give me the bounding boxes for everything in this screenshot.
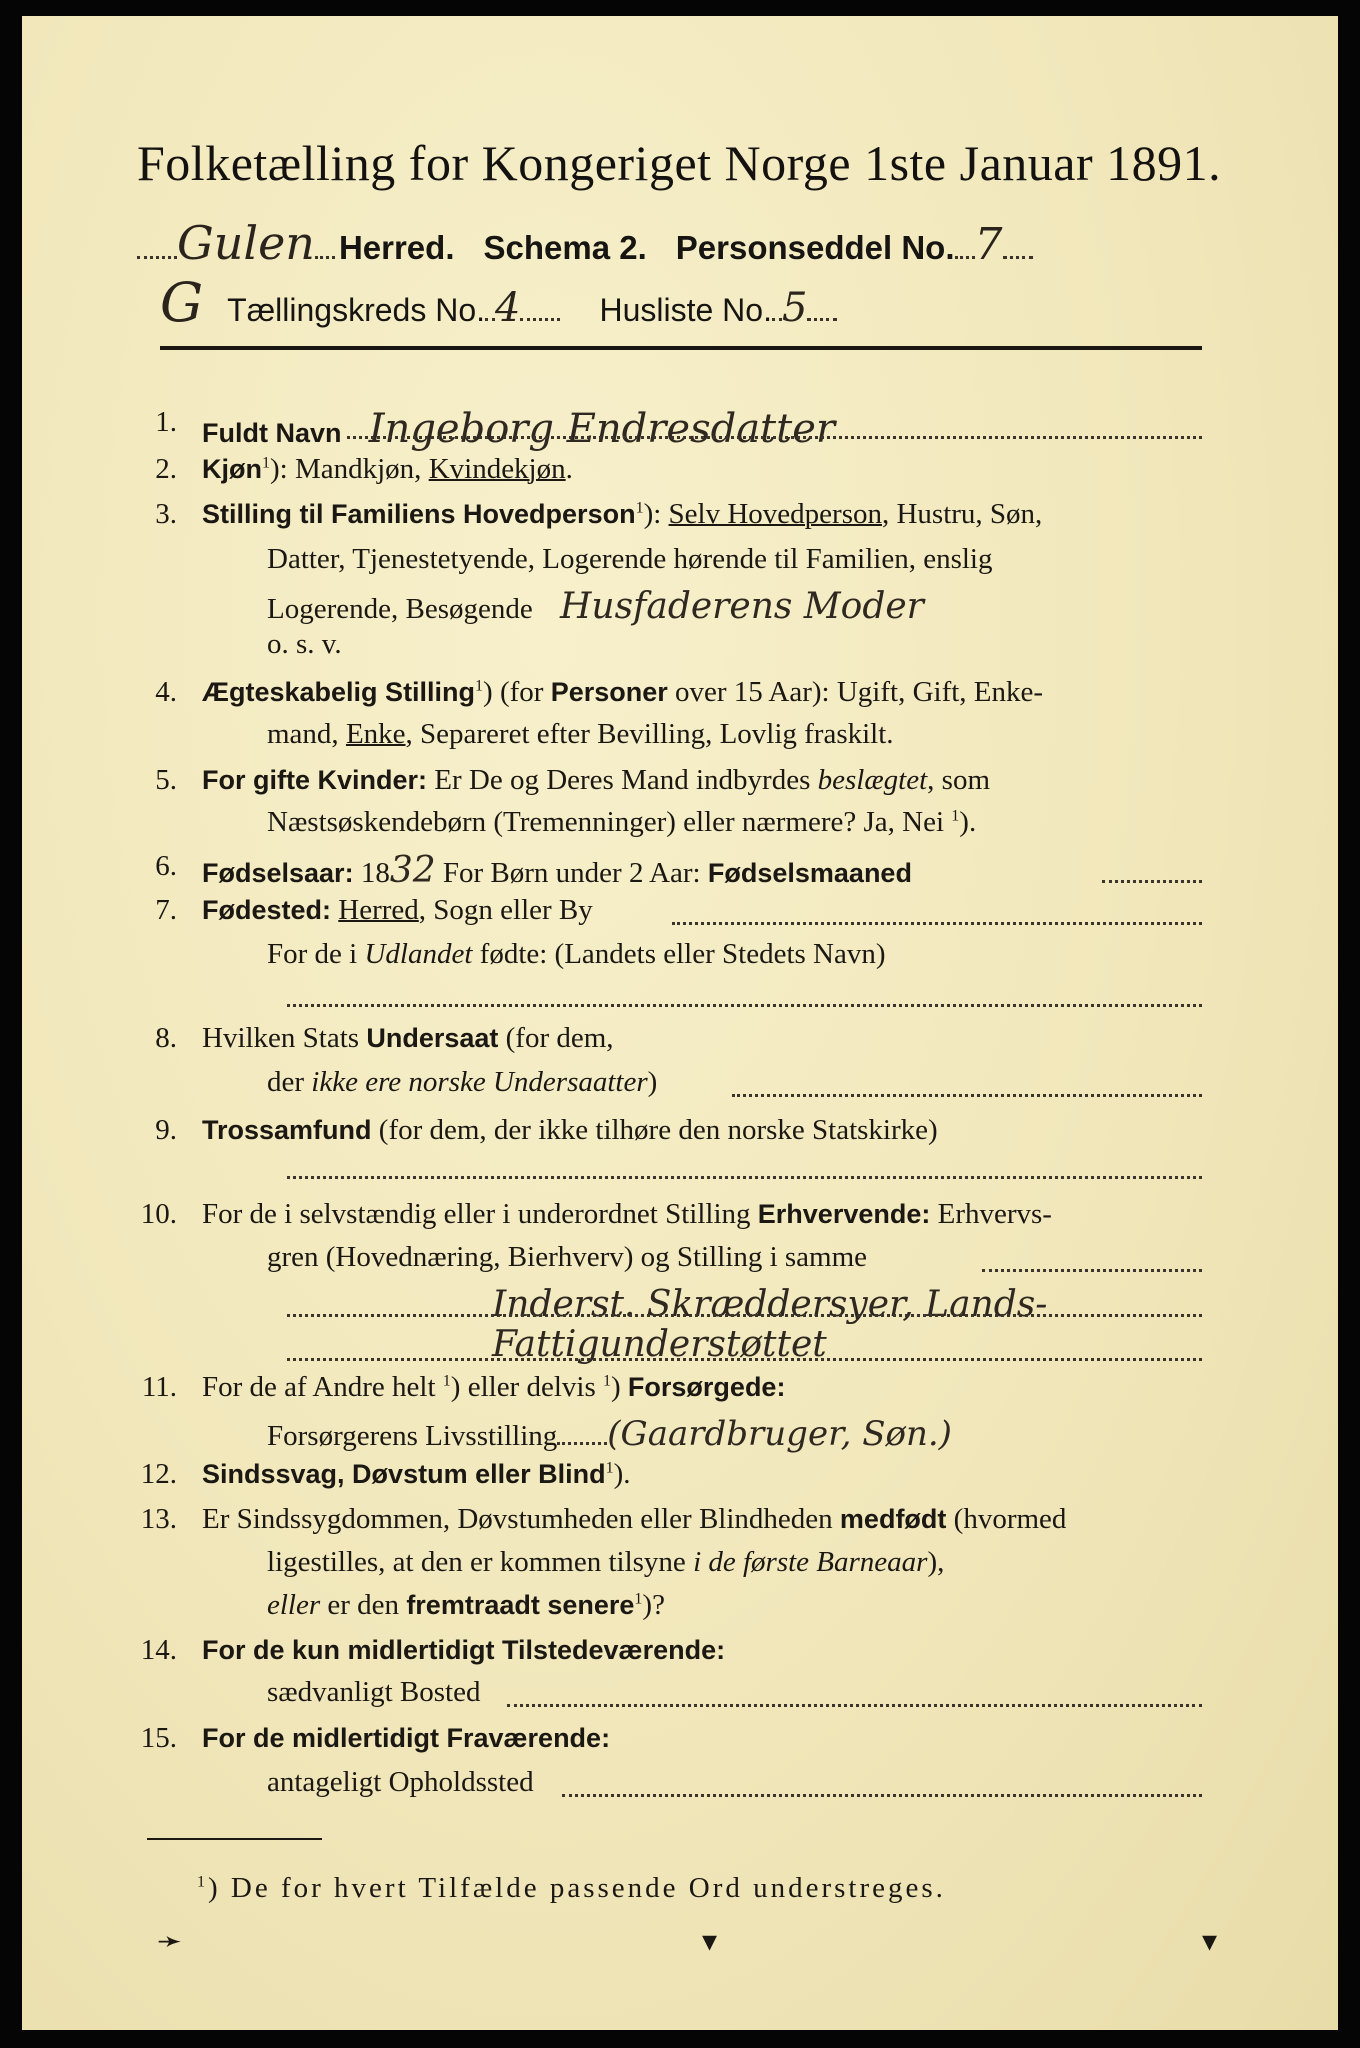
item-4-line-2 — [267, 718, 894, 751]
answer-line — [287, 1004, 1202, 1007]
item-label: For de kun midlertidigt Tilstedeværende: — [202, 1635, 726, 1665]
item-label: For gifte Kvinder: — [202, 765, 428, 795]
schema-label: Schema 2. — [483, 229, 647, 266]
item-text: . — [565, 453, 573, 485]
item-text: Er Sindssygdommen, Døvstumheden eller Blindheden — [202, 1503, 840, 1535]
item-text: ) — [611, 1371, 628, 1403]
item-text: ) eller delvis — [450, 1371, 603, 1403]
margin-mark: G — [160, 271, 204, 334]
item-bold-text: Personer — [550, 677, 668, 707]
item-label: Forsørgede: — [627, 1372, 786, 1402]
item-3-line-3 — [267, 586, 924, 627]
item-3 — [202, 498, 1042, 531]
item-7-line-2 — [267, 938, 886, 971]
item-text: fødte: (Landets eller Stedets Navn) — [472, 938, 886, 970]
underlined-option: Herred — [338, 894, 419, 926]
header-line-2 — [160, 271, 837, 334]
item-number: 13. — [140, 1503, 177, 1535]
answer-line — [287, 1176, 1202, 1179]
item-number: 15. — [140, 1722, 177, 1754]
item-text: Forsørgerens Livsstilling — [267, 1420, 558, 1452]
full-name-answer: Ingeborg Endresdatter — [368, 406, 835, 452]
item-number: 3. — [155, 498, 177, 530]
item-3-line-4: o. s. v. — [267, 628, 342, 660]
item-4 — [202, 676, 1043, 709]
item-number: 2. — [155, 453, 177, 485]
answer-line — [507, 1704, 1202, 1707]
item-text: , som — [927, 764, 990, 796]
herred-value: Gulen — [177, 216, 315, 270]
item-text: Næstsøskendebørn (Tremenninger) eller nærmere? Ja, Nei — [267, 806, 952, 838]
item-14-line-2: sædvanligt Bosted — [267, 1676, 481, 1708]
item-text: For Børn under 2 Aar: — [435, 857, 708, 889]
item-italic-text: i de første Barneaar — [693, 1546, 928, 1578]
answer-line — [562, 1794, 1202, 1797]
item-10 — [202, 1198, 1052, 1231]
answer-line — [287, 1314, 1202, 1317]
item-label: Stilling til Familiens Hovedperson — [202, 499, 636, 529]
item-11 — [202, 1371, 785, 1404]
footnote-ref: 1 — [442, 1372, 451, 1390]
item-8 — [202, 1022, 614, 1055]
item-label: Fuldt Navn — [202, 418, 342, 448]
item-label: Kjøn — [202, 454, 262, 484]
item-number: 11. — [141, 1371, 177, 1403]
item-5 — [202, 764, 990, 797]
item-2 — [202, 453, 573, 486]
item-number: 8. — [155, 1022, 177, 1054]
occupation-answer-continued: Fattigunderstøttet — [492, 1324, 827, 1365]
footnote-ref: 1 — [197, 1873, 208, 1891]
item-text: ). — [613, 1458, 631, 1490]
husliste-value: 5 — [781, 285, 808, 331]
header-line-1 — [137, 216, 1033, 270]
item-text: mand, — [267, 718, 346, 750]
item-text: (hvormed — [946, 1503, 1067, 1535]
footnote-ref: 1 — [634, 1590, 643, 1608]
item-text: , Sogn eller By — [418, 894, 593, 926]
item-label: For de midlertidigt Fraværende: — [202, 1723, 611, 1753]
item-text: ) (for — [483, 676, 551, 708]
item-text: ), — [927, 1546, 945, 1578]
item-number: 4. — [155, 676, 177, 708]
footnote-ref: 1 — [603, 1372, 611, 1390]
item-number: 9. — [155, 1114, 177, 1146]
item-13 — [202, 1503, 1066, 1536]
item-9 — [202, 1114, 938, 1147]
footnote-ref: 1 — [262, 454, 270, 472]
item-1 — [202, 406, 835, 452]
personseddel-label: Personseddel No. — [675, 229, 955, 266]
item-number: 5. — [155, 764, 177, 796]
item-number: 10. — [140, 1198, 177, 1230]
item-label: Trossamfund — [202, 1115, 372, 1145]
item-text: ) — [647, 1066, 658, 1098]
provider-answer: (Gaardbruger, Søn.) — [607, 1414, 952, 1454]
answer-line — [732, 1094, 1202, 1097]
tick-mark-icon: ▾ — [702, 1925, 718, 1958]
item-8-line-2 — [267, 1066, 657, 1099]
header-rule — [160, 346, 1202, 350]
item-10-answer-1 — [492, 1284, 1047, 1325]
item-11-line-2 — [267, 1414, 952, 1454]
item-number: 7. — [155, 894, 177, 926]
tick-mark-icon: ▾ — [1202, 1925, 1218, 1958]
item-text: Er De og Deres Mand indbyrdes — [427, 764, 818, 796]
census-form-sheet — [22, 16, 1338, 2030]
item-text: For de i — [267, 938, 365, 970]
answer-line — [287, 1358, 1202, 1361]
item-label: Sindssvag, Døvstum eller Blind — [202, 1459, 606, 1489]
position-answer: Husfaderens Moder — [559, 586, 924, 627]
item-12 — [202, 1458, 631, 1491]
item-14 — [202, 1634, 725, 1667]
item-number: 1. — [155, 406, 177, 438]
item-italic-text: beslægtet — [817, 764, 928, 796]
item-text: over 15 Aar): Ugift, Gift, Enke- — [667, 676, 1044, 708]
item-text: , Hustru, Søn, — [881, 498, 1043, 530]
kreds-value: 4 — [495, 285, 521, 331]
item-text: For de af Andre helt — [202, 1371, 443, 1403]
item-13-line-2 — [267, 1546, 944, 1579]
item-bold-text: fremtraadt senere — [406, 1590, 635, 1620]
item-label: medfødt — [839, 1504, 947, 1534]
item-6 — [202, 850, 912, 891]
form-title: Folketælling for Kongeriget Norge 1ste Januar 1891. — [137, 135, 1222, 191]
item-7 — [202, 894, 593, 927]
personseddel-value: 7 — [974, 219, 1003, 270]
item-text: , Separeret efter Bevilling, Lovlig fraskilt. — [405, 718, 894, 750]
footnote-ref: 1 — [475, 677, 484, 695]
item-text: Hvilken Stats — [202, 1022, 367, 1054]
item-text: (for dem, — [498, 1022, 614, 1054]
item-13-line-3 — [267, 1589, 665, 1622]
item-label: Erhvervende: — [757, 1199, 931, 1229]
item-text: der — [267, 1066, 312, 1098]
item-text: 18 — [353, 857, 390, 889]
item-label: Fødested: — [202, 895, 332, 925]
footnote-ref: 1 — [635, 499, 644, 517]
item-text: )? — [642, 1589, 665, 1621]
item-15 — [202, 1722, 610, 1755]
footnote-rule — [147, 1838, 322, 1840]
item-italic-text: Udlandet — [364, 938, 473, 970]
footnote-ref: 1 — [951, 807, 960, 825]
item-italic-text: eller — [267, 1589, 321, 1621]
item-number: 6. — [155, 850, 177, 882]
herred-label: Herred. — [338, 229, 455, 266]
underlined-option: Selv Hovedperson — [668, 498, 882, 530]
item-text: For de i selvstændig eller i underordnet Stilling — [202, 1198, 758, 1230]
answer-line — [982, 1269, 1202, 1272]
item-label: Ægteskabelig Stilling — [202, 677, 476, 707]
item-bold-text: Fødselsmaaned — [707, 858, 912, 888]
item-10-line-2: gren (Hovednæring, Bierhverv) og Stilling i samme — [267, 1241, 868, 1273]
underlined-option: Enke — [345, 718, 406, 750]
birth-year-answer: 32 — [389, 850, 436, 891]
answer-line — [672, 922, 1202, 925]
husliste-label: Husliste No. — [599, 292, 772, 328]
item-text: ): Mandkjøn, — [270, 453, 429, 485]
item-label: Undersaat — [366, 1023, 499, 1053]
item-number: 12. — [140, 1458, 177, 1490]
footnote-text: ) De for hvert Tilfælde passende Ord understreges. — [208, 1872, 946, 1904]
item-text: ). — [959, 806, 977, 838]
kreds-label: Tællingskreds No. — [227, 292, 485, 328]
footnote-ref: 1 — [605, 1459, 614, 1477]
item-text: ligestilles, at den er kommen tilsyne — [267, 1546, 694, 1578]
tick-mark-icon: ➛ — [157, 1925, 183, 1958]
item-number: 14. — [140, 1634, 177, 1666]
occupation-answer: Inderst. Skræddersyer, Lands- — [492, 1284, 1048, 1325]
item-text: (for dem, der ikke tilhøre den norske Statskirke) — [371, 1114, 938, 1146]
item-text: ): — [643, 498, 669, 530]
item-italic-text: ikke ere norske Undersaatter — [311, 1066, 648, 1098]
footnote — [197, 1872, 946, 1905]
answer-line — [1102, 880, 1202, 883]
item-3-line-2: Datter, Tjenestetyende, Logerende hørende til Familien, enslig — [267, 543, 993, 575]
item-15-line-2: antageligt Opholdssted — [267, 1766, 534, 1798]
item-text: Logerende, Besøgende — [267, 593, 533, 625]
item-text: Erhvervs- — [930, 1198, 1052, 1230]
item-text: er den — [320, 1589, 407, 1621]
item-5-line-2 — [267, 806, 976, 839]
item-label: Fødselsaar: — [202, 858, 354, 888]
answer-line — [347, 436, 1202, 439]
underlined-option: Kvindekjøn — [428, 453, 566, 485]
